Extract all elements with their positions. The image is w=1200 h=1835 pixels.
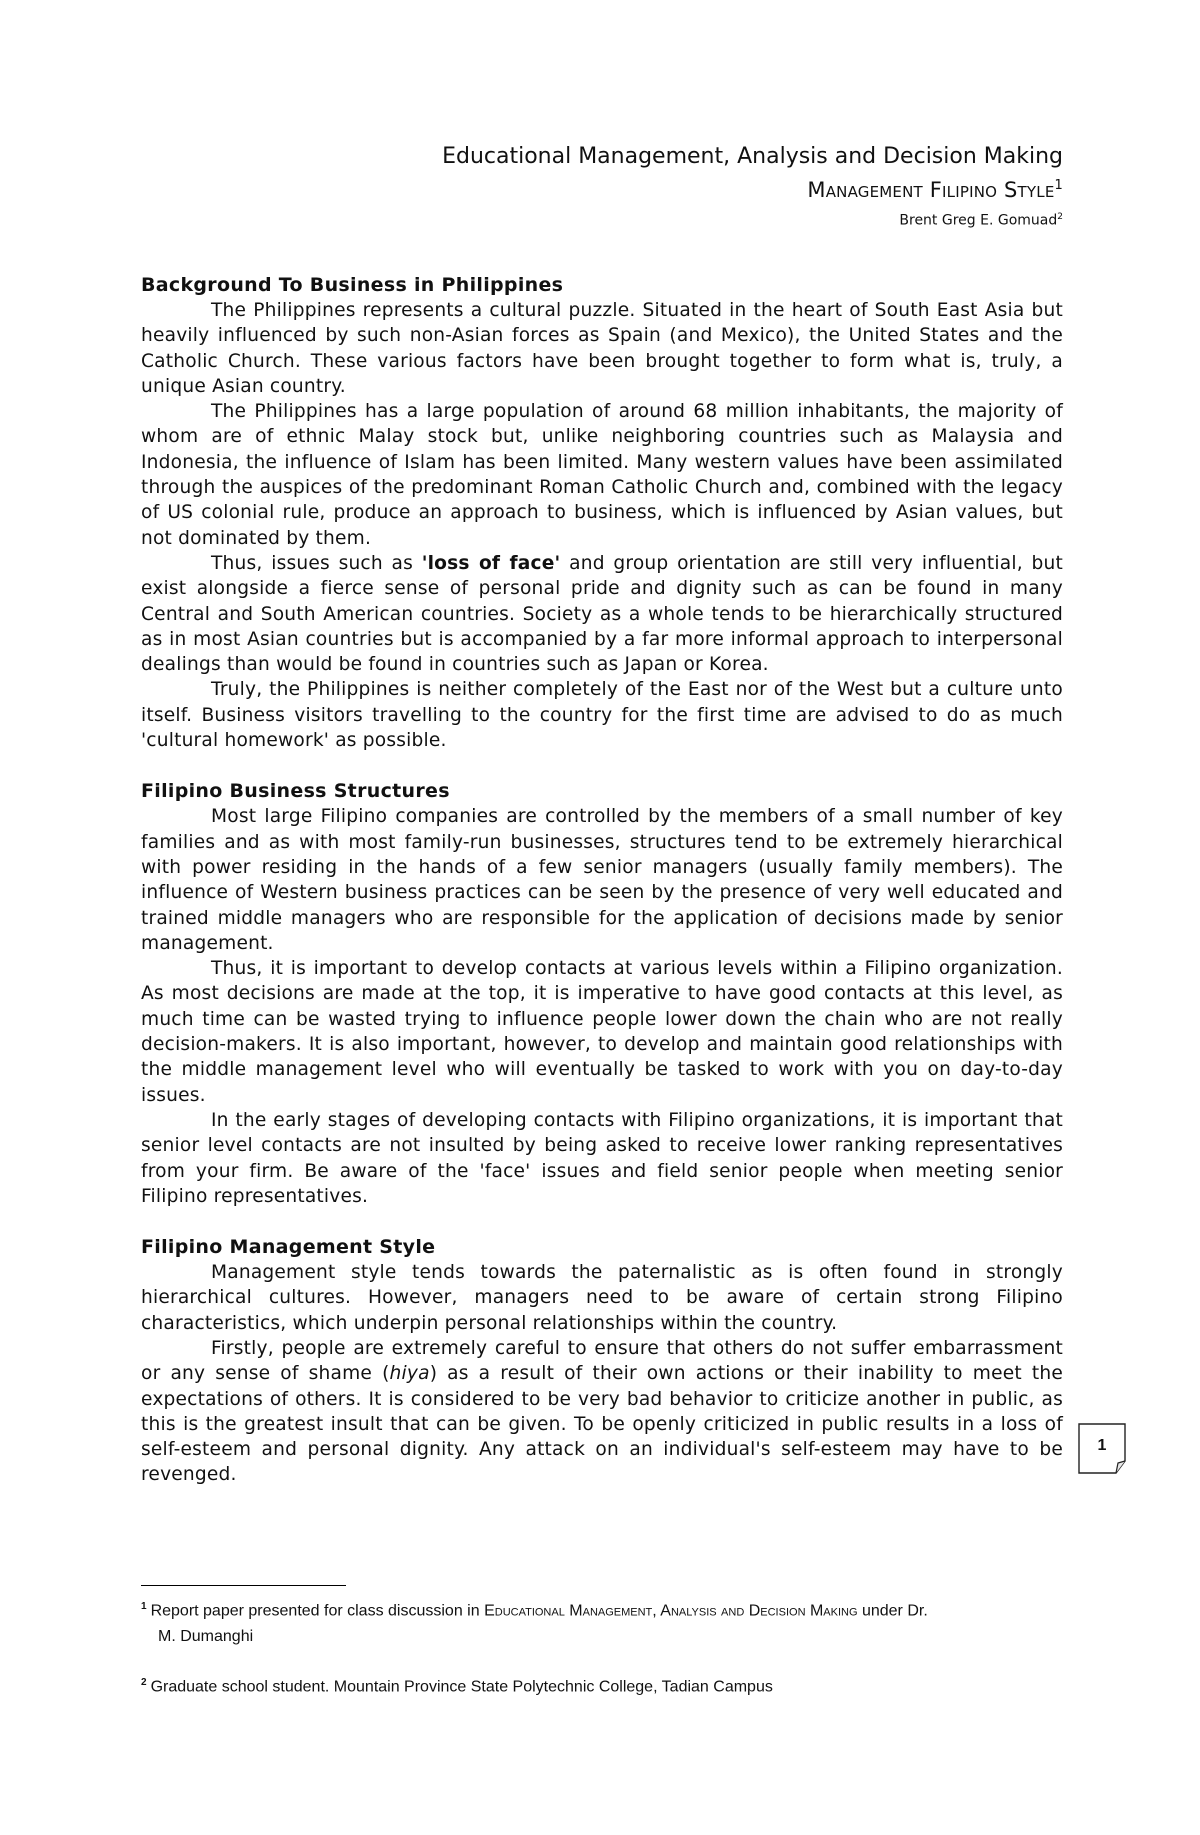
paragraph-text: and group orientation are still very influential, but exist alongside a fierce sense of personal pride and dignity such as can be found in many Central and South American countries. Society as a whole tends to be hierarchically structured as in most Asian countries but is accompanied by a far more informal approach to interpersonal dealings than would be found in countries such as Japan or Korea. — [141, 552, 1063, 676]
document-header — [442, 142, 1063, 232]
italic-term: hiya — [389, 1363, 430, 1385]
footnote-1 — [141, 1594, 1081, 1650]
paragraph: The Philippines represents a cultural puzzle. Situated in the heart of South East Asia but heavily influenced by such non-Asian forces as Spain (and Mexico), the United States and the Catholic Church. These various factors have been brought together to form what is, truly, a unique Asian country. — [141, 300, 1063, 397]
course-title: Educational Management, Analysis and Decision Making — [442, 144, 1063, 169]
paragraph — [141, 1336, 1063, 1488]
author-name-text: Brent Greg E. Gomuad — [899, 212, 1058, 229]
section-heading: Filipino Business Structures — [141, 780, 450, 803]
footnote-number: 2 — [141, 1677, 147, 1689]
footnote-number: 1 — [141, 1601, 147, 1612]
footnote-ref-1[interactable]: 1 — [1054, 178, 1063, 193]
paragraph-text: Firstly, people are extremely careful to ensure that others do not suffer embarrassment or any sense of shame ( — [141, 1337, 1063, 1385]
footnote-ref-2[interactable]: 2 — [1057, 212, 1063, 222]
footnote-continuation: M. Dumanghi — [158, 1628, 254, 1646]
footnotes — [141, 1594, 1081, 1701]
paragraph: Most large Filipino companies are controlled by the members of a small number of key families and as with most family-run businesses, structures tend to be extremely hierarchical with power residing in the hands of a few senior managers (usually family members). The influence of Western business practices can be seen by the presence of very well educated and trained middle managers who are responsible for the application of decisions made by senior management. — [141, 806, 1063, 954]
paragraph: Thus, it is important to develop contacts at various levels within a Filipino organization. As most decisions are made at the top, it is imperative to have good contacts at this level, as much time can be wasted trying to influence people lower down the chain who are not really decision-makers. It is also important, however, to develop and maintain good relationships with the middle management level who will eventually be tasked to work with you on day-to-day issues. — [141, 958, 1063, 1106]
section-heading: Background To Business in Philippines — [141, 274, 564, 296]
paragraph — [141, 551, 1063, 677]
paragraph: Truly, the Philippines is neither completely of the East nor of the West but a culture unto itself. Business visitors travelling to the country for the first time are advised to do as much 'cultural homework' as possible. — [141, 679, 1063, 752]
footnote-2 — [141, 1670, 1081, 1700]
section-background — [141, 272, 1063, 753]
section-business-structures — [141, 778, 1063, 1209]
paragraph: In the early stages of developing contacts with Filipino organizations, it is important that senior level contacts are not insulted by being asked to receive lower ranking representatives from your firm. Be aware of the 'face' issues and field senior people when meeting senior Filipino representatives. — [141, 1109, 1063, 1207]
paper-title-text: Management Filipino Style — [807, 178, 1055, 202]
course-smallcaps: Educational Management, Analysis and Decision Making — [484, 1602, 858, 1620]
page-number-badge — [1078, 1423, 1134, 1477]
footnote-divider — [141, 1585, 346, 1586]
document-body — [141, 272, 1063, 1513]
paragraph-text: ) as a result of their own actions or their inability to meet the expectations of others. It is considered to be very bad behavior to criticize another in public, as this is the greatest insult that can be given. To be openly criticized in public results in a loss of self-esteem and personal dignity. Any attack on an individual's self-esteem may have to be revenged. — [141, 1363, 1063, 1486]
footnote-text: under Dr. — [857, 1602, 928, 1620]
footnote-text: Report paper presented for class discussion in — [150, 1602, 485, 1620]
author-name — [442, 206, 1063, 232]
section-heading: Filipino Management Style — [141, 1236, 436, 1259]
footnote-text: Graduate school student. Mountain Province State Polytechnic College, Tadian Campus — [150, 1678, 773, 1696]
paragraph: The Philippines has a large population of around 68 million inhabitants, the majority of whom are of ethnic Malay stock but, unlike neighboring countries such as Malaysia and Indonesia, the influence of Islam has been limited. Many western values have been assimilated through the auspices of the predominant Roman Catholic Church and, combined with the legacy of US colonial rule, produce an approach to business, which is influenced by Asian values, but not dominated by them. — [141, 401, 1063, 549]
paragraph-text: Thus, issues such as — [211, 552, 422, 574]
section-management-style — [141, 1234, 1063, 1488]
paragraph: Management style tends towards the paternalistic as is often found in strongly hierarchical cultures. However, managers need to be aware of certain strong Filipino characteristics, which underpin personal relationships within the country. — [141, 1262, 1063, 1334]
bold-phrase: 'loss of face' — [421, 552, 561, 574]
page-number: 1 — [1097, 1437, 1107, 1454]
paper-title — [442, 172, 1063, 204]
